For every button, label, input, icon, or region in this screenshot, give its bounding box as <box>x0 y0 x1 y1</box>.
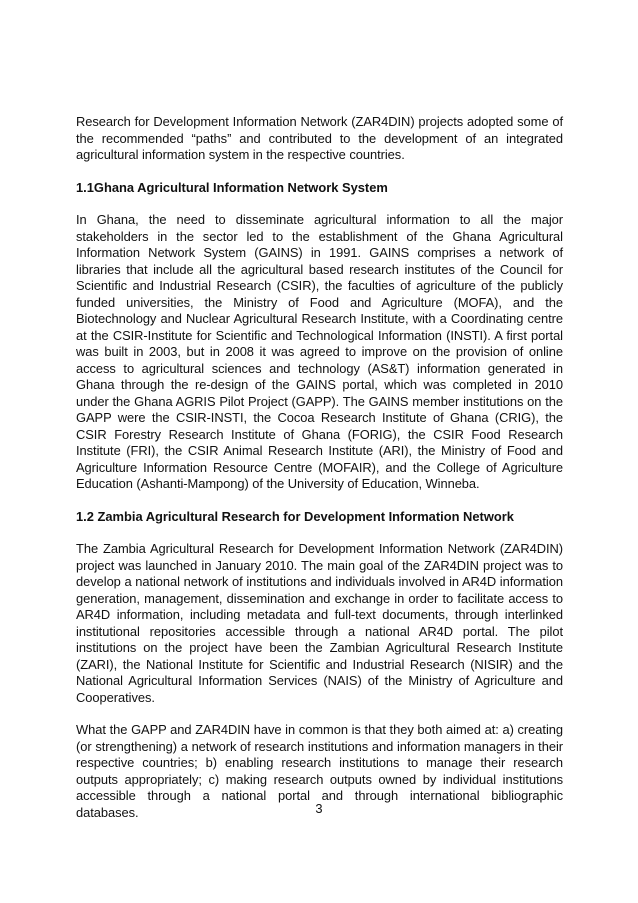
zambia-paragraph: The Zambia Agricultural Research for Development Information Network (ZAR4DIN) project was launched in January 2010. The main goal of the ZAR4DIN project was to develop a national network of institutions and individuals involved in AR4D information generation, management, dissemination and exchange in order to facilitate access to AR4D information, including metadata and full-text documents, through interlinked institutional repositories accessible through a national AR4D portal. The pilot institutions on the project have been the Zambian Agricultural Research Institute (ZARI), the National Institute for Scientific and Industrial Research (NISIR) and the National Agricultural Information Services (NAIS) of the Ministry of Agriculture and Cooperatives. <box>76 541 563 705</box>
section-heading-ghana: 1.1Ghana Agricultural Information Network System <box>76 179 388 195</box>
ghana-paragraph: In Ghana, the need to disseminate agricultural information to all the major stakeholders in the sector led to the establishment of the Ghana Agricultural Information Network System (GAINS) in 1991. GAINS comprises a network of libraries that include all the agricultural based research institutes of the Council for Scientific and Industrial Research (CSIR), the faculties of agriculture of the publicly funded universities, the Ministry of Food and Agriculture (MOFA), and the Biotechnology and Nuclear Agricultural Research Institute, with a Coordinating centre at the CSIR-Institute for Scientific and Technological Information (INSTI). A first portal was built in 2003, but in 2008 it was agreed to improve on the provision of online access to agricultural sciences and technology (AS&T) information generated in Ghana through the re-design of the GAINS portal, which was completed in 2010 under the Ghana AGRIS Pilot Project (GAPP). The GAINS member institutions on the GAPP were the CSIR-INSTI, the Cocoa Research Institute of Ghana (CRIG), the CSIR Forestry Research Institute of Ghana (FORIG), the CSIR Food Research Institute (FRI), the CSIR Animal Research Institute (ARI), the Ministry of Food and Agriculture Information Resource Centre (MOFAIR), and the College of Agriculture Education (Ashanti-Mampong) of the University of Education, Winneba. <box>76 212 563 491</box>
section-heading-zambia: 1.2 Zambia Agricultural Research for Development Information Network <box>76 508 514 524</box>
intro-paragraph: Research for Development Information Network (ZAR4DIN) projects adopted some of the recommended “paths” and contributed to the development of an integrated agricultural information system in the respective countries. <box>76 114 563 162</box>
page-number: 3 <box>315 801 323 816</box>
document-body <box>76 114 563 837</box>
common-aims-paragraph: What the GAPP and ZAR4DIN have in common is that they both aimed at: a) creating (or strengthening) a network of research institutions and information managers in their respective countries; b) enabling research institutions to manage their research outputs appropriately; c) making research outputs owned by individual institutions accessible through a national portal and through international bibliographic databases. <box>76 722 563 820</box>
